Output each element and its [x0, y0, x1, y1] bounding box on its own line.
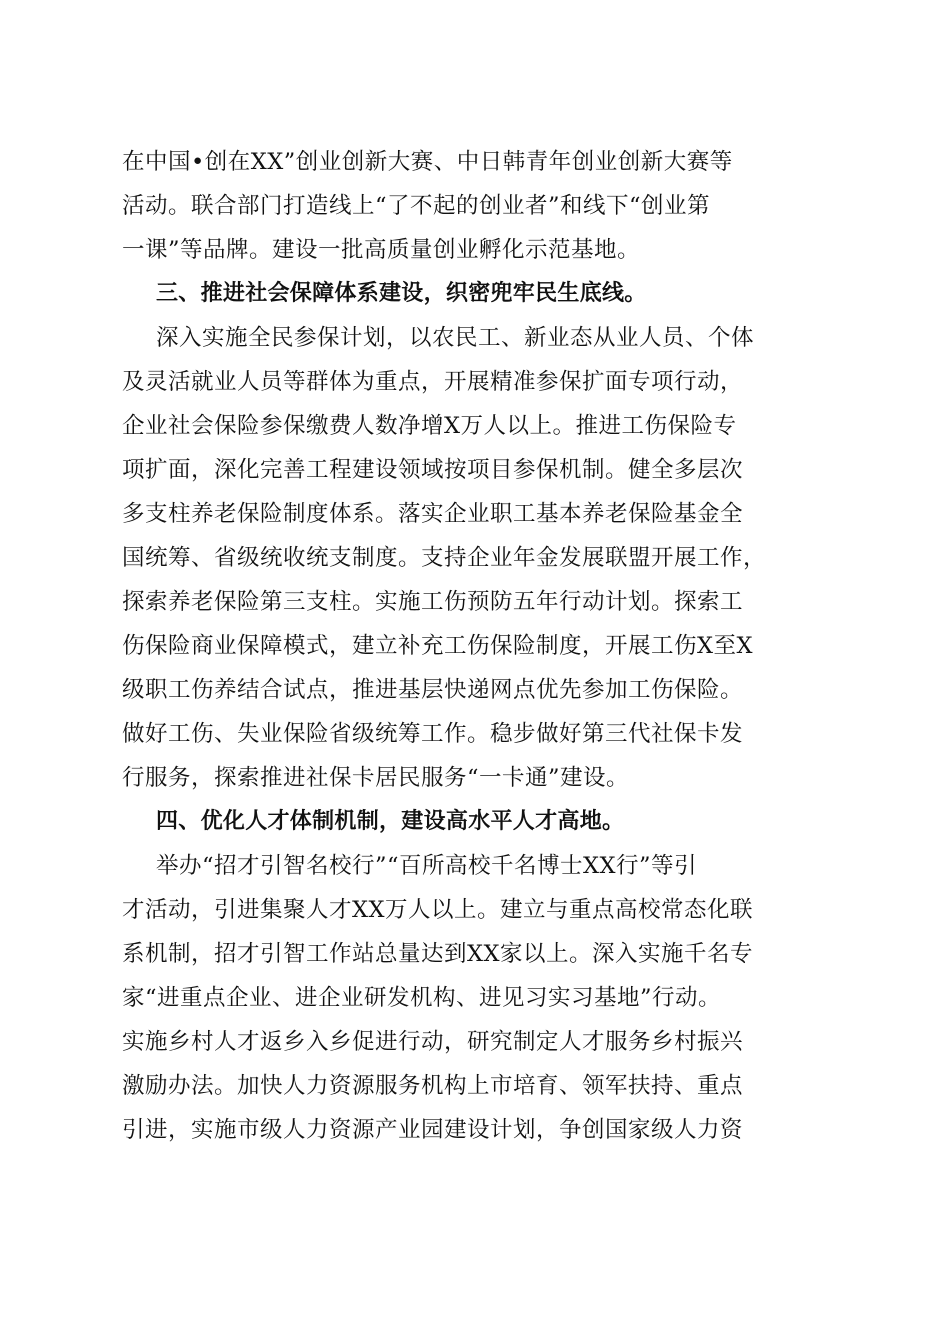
document-body [122, 140, 834, 1152]
text-line: 系机制，招才引智工作站总量达到XX家以上。深入实施千名专 [122, 941, 754, 967]
text-line: 深入实施全民参保计划，以农民工、新业态从业人员、个体 [156, 325, 755, 351]
text-line: 及灵活就业人员等群体为重点，开展精准参保扩面专项行动， [122, 369, 744, 395]
text-line: 一课”等品牌。建设一批高质量创业孵化示范基地。 [122, 237, 641, 263]
text-line: 企业社会保险参保缴费人数净增X万人以上。推进工伤保险专 [122, 413, 737, 439]
text-line: 多支柱养老保险制度体系。落实企业职工基本养老保险基金全 [122, 501, 744, 527]
text-line: 激励办法。加快人力资源服务机构上市培育、领军扶持、重点 [122, 1073, 744, 1099]
text-line: 举办“招才引智名校行”“百所高校千名博士XX行”等引 [156, 853, 698, 879]
text-line: 做好工伤、失业保险省级统筹工作。稳步做好第三代社保卡发 [122, 721, 744, 747]
text-line: 行服务，探索推进社保卡居民服务“一卡通”建设。 [122, 765, 630, 791]
text-line: 活动。联合部门打造线上“了不起的创业者”和线下“创业第 [122, 193, 711, 219]
text-line: 在中国•创在XX”创业创新大赛、中日韩青年创业创新大赛等 [122, 149, 733, 175]
text-line: 伤保险商业保障模式，建立补充工伤保险制度，开展工伤X至X [122, 633, 754, 659]
paragraph-social-security [122, 316, 834, 800]
text-line: 实施乡村人才返乡入乡促进行动，研究制定人才服务乡村振兴 [122, 1029, 744, 1055]
text-line: 引进，实施市级人力资源产业园建设计划，争创国家级人力资 [122, 1117, 744, 1143]
text-line: 探索养老保险第三支柱。实施工伤预防五年行动计划。探索工 [122, 589, 744, 615]
text-line: 项扩面，深化完善工程建设领域按项目参保机制。健全多层次 [122, 457, 744, 483]
text-line: 才活动，引进集聚人才XX万人以上。建立与重点高校常态化联 [122, 897, 754, 923]
section-heading-social-security: 三、推进社会保障体系建设，织密兜牢民生底线。 [156, 281, 647, 306]
text-line: 国统筹、省级统收统支制度。支持企业年金发展联盟开展工作， [122, 545, 767, 571]
section-heading-talent: 四、优化人才体制机制，建设高水平人才高地。 [156, 809, 625, 834]
text-line: 级职工伤养结合试点，推进基层快递网点优先参加工伤保险。 [122, 677, 744, 703]
text-line: 家“进重点企业、进企业研发机构、进见习实习基地”行动。 [122, 985, 722, 1011]
paragraph-innovation-events [122, 140, 834, 272]
paragraph-talent [122, 844, 834, 1152]
